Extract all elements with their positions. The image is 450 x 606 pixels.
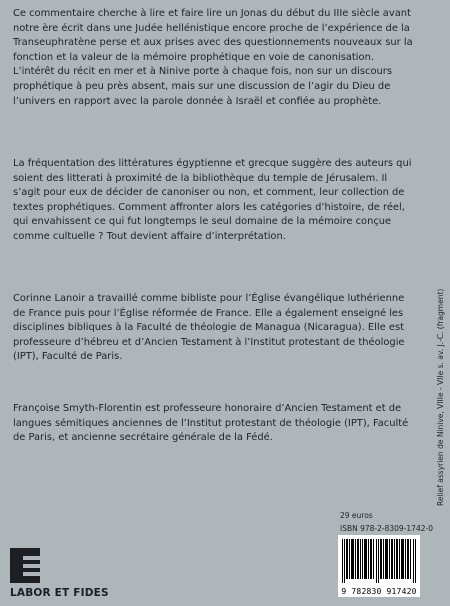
blurb-paragraph-1: Ce commentaire cherche à lire et faire lire un Jonas du début du IIIe siècle avant notre ère écrit dans une Judée hellénistique encore proche de l’expérience de la Transeuphratène perse et aux prises avec des questionnements nouveaux sur la fonction et la valeur de la mémoire prophétique en voie de canonisation. L’intérêt du récit en mer et à Ninive porte à chaque fois, non sur un discours prophétique à peu près absent, mais sur une discussion de l’agir du Dieu de l’univers en rapport avec la parole donnée à Israël et confiée au prophète.	[13, 8, 413, 107]
price: 29 euros	[340, 511, 373, 520]
barcode-number: 9 782830 917420	[341, 587, 417, 596]
barcode	[338, 535, 420, 597]
blurb-paragraph-2: La fréquentation des littératures égyptienne et grecque suggère des auteurs qui soient des litterati à proximité de la bibliothèque du temple de Jérusalem. Il s’agit pour eux de décider de canoniser ou non, et comment, leur collection de textes prophétiques. Comment affronter alors les catégories d’histoire, de réel, qui envahissent ce qui fut longtemps le seul domaine de la mémoire conçue comme cultuelle ? Tout devient affaire d’interprétation.	[13, 158, 412, 242]
author-bio-lanoir: Corinne Lanoir a travaillé comme bibliste pour l’Église évangélique luthérienne de France puis pour l’Église réformée de France. Elle a également enseigné les disciplines bibliques à la Faculté de théologie de Managua (Nicaragua). Elle est professeure d’hébreu et d’Ancien Testament à l’Institut protestant de théologie (IPT), Faculté de Paris.	[13, 293, 405, 363]
isbn: ISBN 978-2-8309-1742-0	[340, 524, 433, 533]
image-credit: Relief assyrien de Ninive, VIIIe - VIIe s. av. J.-C. (fragment)	[436, 288, 445, 506]
publisher-name: LABOR ET FIDES	[10, 587, 109, 599]
barcode-bars	[342, 539, 416, 583]
publisher-logo-icon	[10, 548, 40, 583]
author-bio-smyth-florentin: Françoise Smyth-Florentin est professeure honoraire d’Ancien Testament et de langues sémitiques anciennes de l’Institut protestant de théologie (IPT), Faculté de Paris, et ancienne secrétaire générale de la Fédé.	[13, 403, 409, 444]
